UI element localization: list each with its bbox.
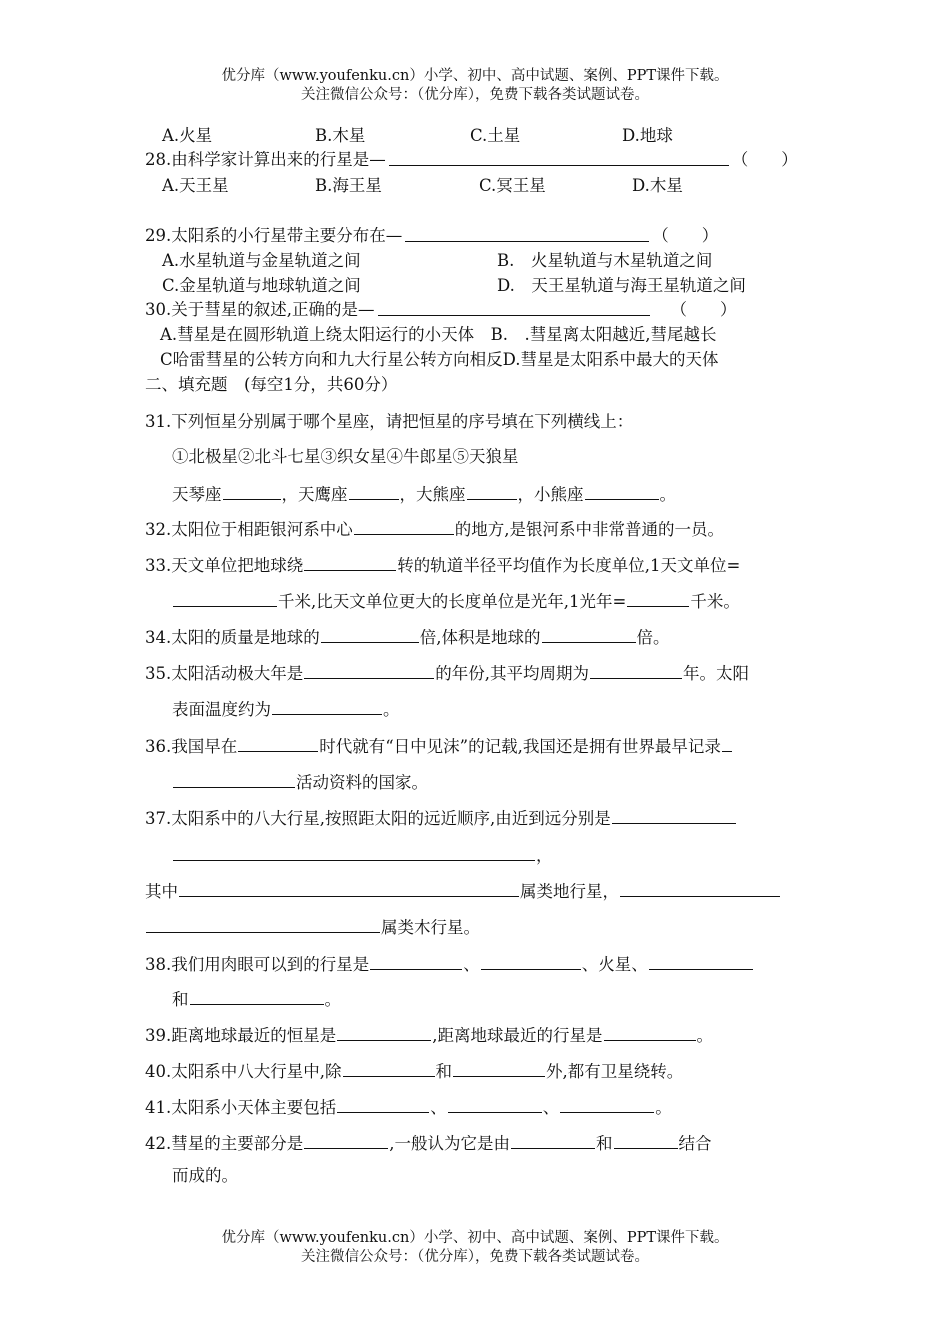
q28-stem-text: 28.由科学家计算出来的行星是— [145, 150, 386, 169]
q35-line-1: 35.太阳活动极大年是 的年份,其平均周期为 年。太阳 [145, 660, 749, 686]
q38-blank-3[interactable] [649, 951, 753, 970]
q35-blank-temperature[interactable] [272, 696, 382, 715]
q37-line-1: 37.太阳系中的八大行星,按照距太阳的远近顺序,由近到远分别是 [145, 805, 737, 831]
q27-option-d: D.地球 [622, 126, 673, 145]
q36-blank-era[interactable] [238, 733, 318, 752]
q42-blank-2[interactable] [511, 1130, 595, 1149]
q29-option-c: C.金星轨道与地球轨道之间 [162, 276, 361, 295]
q42-line-1: 42.彗星的主要部分是 ,一般认为它是由 和 结合 [145, 1130, 712, 1156]
q35-line-2: 表面温度约为 。 [172, 696, 400, 722]
q38-blank-1[interactable] [370, 951, 462, 970]
q39-blank-star[interactable] [337, 1022, 431, 1041]
q34-blank-mass[interactable] [321, 624, 419, 643]
q38-line-2: 和 。 [172, 986, 341, 1012]
q31-blank-aquila[interactable] [349, 481, 399, 500]
q29-option-d: D. 天王星轨道与海王星轨道之间 [497, 276, 746, 295]
q42-line-2: 而成的。 [172, 1166, 238, 1185]
q28-dash-line [389, 156, 729, 166]
q30-stem [145, 298, 737, 322]
q28-option-c: C.冥王星 [479, 176, 546, 195]
q31-star-list: ①北极星②北斗七星③织女星④牛郎星⑤天狼星 [172, 447, 519, 466]
q41-line: 41.太阳系小天体主要包括 、 、 。 [145, 1094, 672, 1120]
q28-option-d: D.木星 [632, 176, 683, 195]
footer-line-2: 关注微信公众号：（优分库），免费下载各类试题试卷。 [301, 1249, 649, 1265]
q40-line: 40.太阳系中八大行星中,除 和 外,都有卫星绕转。 [145, 1058, 683, 1084]
q37-blank-order-2[interactable] [173, 842, 535, 861]
q29-stem-text: 29.太阳系的小行星带主要分布在— [145, 226, 403, 245]
q37-blank-terrestrial[interactable] [179, 878, 519, 897]
q38-line-1: 38.我们用肉眼可以到的行星是 、 、火星、 [145, 951, 754, 977]
q37-line-4: 属类木行星。 [145, 914, 480, 940]
q31-blank-lyra[interactable] [223, 481, 281, 500]
q30-stem-text: 30.关于彗星的叙述,正确的是— [145, 300, 375, 319]
q30-options-ab: A.彗星是在圆形轨道上绕太阳运行的小天体 B. .彗星离太阳越近,彗尾越长 [160, 325, 717, 344]
q37-line-2: ， [172, 842, 553, 868]
q29-dash-line [405, 232, 649, 242]
q31-blank-ursa-minor[interactable] [585, 481, 659, 500]
q31-blanks-line: 天琴座 ，天鹰座 ，大熊座 ，小熊座 。 [172, 481, 676, 507]
q37-blank-jovian-1[interactable] [620, 878, 780, 897]
q30-dash-line [378, 306, 650, 316]
header-line-1: 优分库（www.youfenku.cn）小学、初中、高中试题、案例、PPT课件下载。 [221, 68, 729, 84]
q33-line-2: 千米,比天文单位更大的长度单位是光年,1光年= 千米。 [172, 588, 740, 614]
q33-blank-ly-km[interactable] [627, 588, 689, 607]
q32-blank-distance[interactable] [354, 516, 454, 535]
header-line-2: 关注微信公众号：（优分库），免费下载各类试题试卷。 [301, 87, 649, 103]
section-2-heading: 二、填充题 (每空1分，共60分） [145, 375, 398, 394]
q39-blank-planet[interactable] [604, 1022, 696, 1041]
q30-answer-paren: （ ） [670, 300, 737, 319]
q42-blank-1[interactable] [304, 1130, 388, 1149]
q29-option-a: A.水星轨道与金星轨道之间 [162, 251, 361, 270]
q29-answer-paren: （ ） [652, 226, 719, 245]
q34-blank-volume[interactable] [542, 624, 636, 643]
q41-blank-2[interactable] [448, 1094, 542, 1113]
q31-stem: 31.下列恒星分别属于哪个星座，请把恒星的序号填在下列横线上： [145, 412, 634, 431]
q28-stem [145, 148, 798, 172]
q36-line-1: 36.我国早在 时代就有“日中见沫”的记载,我国还是拥有世界最早记录 [145, 733, 733, 759]
q37-line-3: 其中 属类地行星， [145, 878, 781, 904]
q27-option-b: B.木星 [315, 126, 366, 145]
q42-blank-3[interactable] [614, 1130, 678, 1149]
q39-line: 39.距离地球最近的恒星是 ,距离地球最近的行星是 。 [145, 1022, 713, 1048]
q29-option-b: B. 火星轨道与木星轨道之间 [497, 251, 713, 270]
q37-blank-jovian-2[interactable] [146, 914, 380, 933]
q36-blank-activity[interactable] [173, 769, 295, 788]
q40-blank-2[interactable] [453, 1058, 545, 1077]
q33-line-1: 33.天文单位把地球绕 转的轨道半径平均值作为长度单位,1天文单位= [145, 552, 740, 578]
q35-blank-max-year[interactable] [304, 660, 434, 679]
q31-blank-ursa-major[interactable] [467, 481, 517, 500]
q28-answer-paren: （ ） [731, 150, 798, 169]
q28-option-b: B.海王星 [315, 176, 382, 195]
q38-blank-2[interactable] [481, 951, 581, 970]
q27-option-a: A.火星 [162, 126, 213, 145]
q38-blank-4[interactable] [190, 986, 324, 1005]
q28-option-a: A.天王星 [162, 176, 229, 195]
q35-blank-period[interactable] [590, 660, 682, 679]
q30-options-cd: C哈雷彗星的公转方向和九大行星公转方向相反D.彗星是太阳系中最大的天体 [160, 350, 719, 369]
q37-blank-order-1[interactable] [612, 805, 736, 824]
q40-blank-1[interactable] [343, 1058, 435, 1077]
q36-line-2: 活动资料的国家。 [172, 769, 428, 795]
q27-option-c: C.土星 [470, 126, 521, 145]
q29-stem [145, 224, 718, 248]
q32-line: 32.太阳位于相距银河系中心 的地方,是银河系中非常普通的一员。 [145, 516, 724, 542]
q41-blank-1[interactable] [337, 1094, 429, 1113]
footer-line-1: 优分库（www.youfenku.cn）小学、初中、高中试题、案例、PPT课件下载。 [221, 1230, 729, 1246]
q34-line: 34.太阳的质量是地球的 倍,体积是地球的 倍。 [145, 624, 670, 650]
q33-blank-center[interactable] [304, 552, 396, 571]
q33-blank-au-km[interactable] [173, 588, 277, 607]
q41-blank-3[interactable] [560, 1094, 654, 1113]
